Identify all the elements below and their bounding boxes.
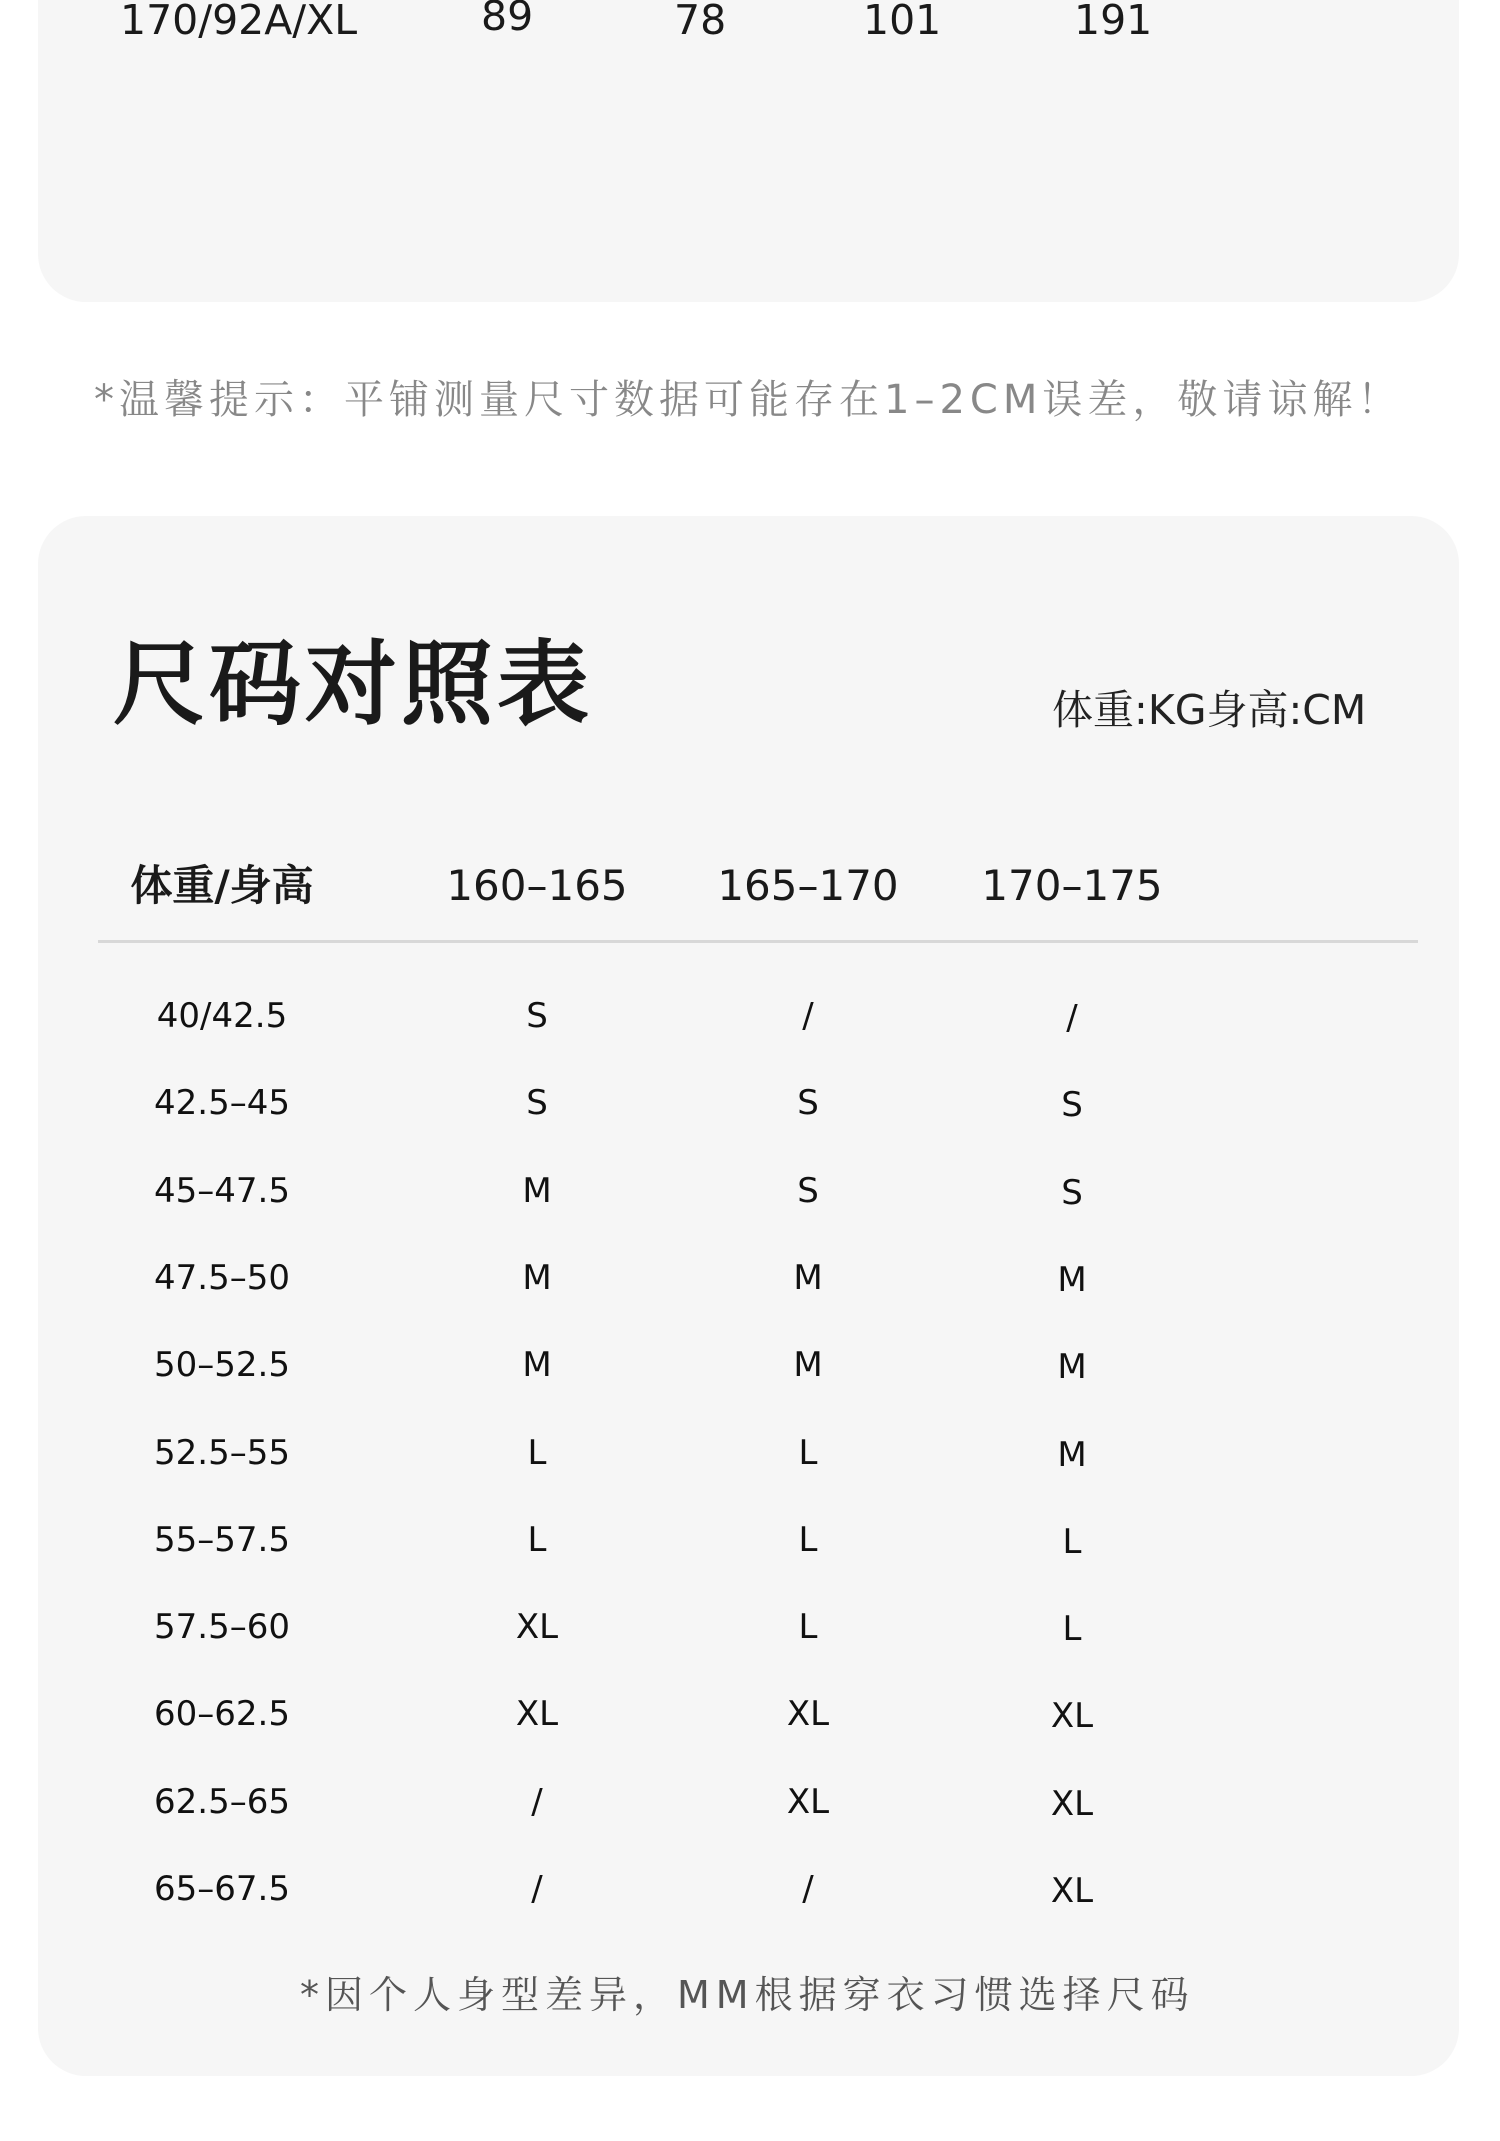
table-cell-size: / bbox=[802, 996, 814, 1036]
table-cell-size: / bbox=[802, 1869, 814, 1909]
table-cell-size: L bbox=[1062, 1609, 1082, 1649]
table-header-height-range: 160–165 bbox=[446, 861, 628, 910]
table-header-height-range: 170–175 bbox=[981, 861, 1163, 910]
table-cell-size: S bbox=[526, 1083, 548, 1123]
measurement-value: 89 bbox=[481, 0, 534, 40]
table-cell-size: / bbox=[531, 1782, 543, 1822]
table-cell-size: L bbox=[798, 1520, 818, 1560]
table-cell-size: XL bbox=[1050, 1871, 1094, 1911]
measurement-value: 191 bbox=[1074, 0, 1153, 44]
measurement-value: 101 bbox=[863, 0, 942, 44]
table-cell-size: M bbox=[1057, 1260, 1087, 1300]
unit-note: 体重:KG身高:CM bbox=[1052, 686, 1367, 734]
table-row-weight: 57.5–60 bbox=[154, 1607, 290, 1647]
table-cell-size: M bbox=[1057, 1435, 1087, 1475]
table-row-weight: 65–67.5 bbox=[154, 1869, 290, 1909]
table-row-weight: 40/42.5 bbox=[156, 996, 288, 1036]
table-cell-size: L bbox=[798, 1433, 818, 1473]
header-divider bbox=[98, 940, 1418, 943]
table-cell-size: S bbox=[1061, 1085, 1083, 1125]
table-cell-size: S bbox=[526, 996, 548, 1036]
table-cell-size: L bbox=[798, 1607, 818, 1647]
table-cell-size: S bbox=[797, 1083, 819, 1123]
table-row-weight: 62.5–65 bbox=[154, 1782, 290, 1822]
table-row-weight: 42.5–45 bbox=[154, 1083, 290, 1123]
size-chart-footnote: *因个人身型差异，MM根据穿衣习惯选择尺码 bbox=[300, 1973, 1195, 2017]
table-cell-size: XL bbox=[515, 1607, 559, 1647]
table-row-weight: 45–47.5 bbox=[154, 1171, 290, 1211]
table-cell-size: XL bbox=[786, 1782, 830, 1822]
table-cell-size: / bbox=[531, 1869, 543, 1909]
table-cell-size: M bbox=[522, 1258, 552, 1298]
table-cell-size: XL bbox=[1050, 1696, 1094, 1736]
table-cell-size: XL bbox=[786, 1694, 830, 1734]
measurement-tip: *温馨提示：平铺测量尺寸数据可能存在1–2CM误差，敬请谅解！ bbox=[94, 377, 1403, 423]
table-cell-size: XL bbox=[1050, 1784, 1094, 1824]
table-cell-size: S bbox=[1061, 1173, 1083, 1213]
measurement-size-label: 170/92A/XL bbox=[120, 0, 358, 44]
table-row-weight: 50–52.5 bbox=[154, 1345, 290, 1385]
table-cell-size: M bbox=[793, 1258, 823, 1298]
table-cell-size: L bbox=[1062, 1522, 1082, 1562]
size-chart-title: 尺码对照表 bbox=[113, 631, 594, 738]
measurement-card bbox=[38, 0, 1459, 302]
table-cell-size: / bbox=[1066, 998, 1078, 1038]
table-header-height-range: 165–170 bbox=[717, 861, 899, 910]
table-cell-size: S bbox=[797, 1171, 819, 1211]
table-cell-size: L bbox=[527, 1520, 547, 1560]
measurement-value: 78 bbox=[674, 0, 727, 44]
table-cell-size: M bbox=[522, 1345, 552, 1385]
table-row-weight: 60–62.5 bbox=[154, 1694, 290, 1734]
table-cell-size: M bbox=[793, 1345, 823, 1385]
table-cell-size: M bbox=[522, 1171, 552, 1211]
table-row-weight: 52.5–55 bbox=[154, 1433, 290, 1473]
table-cell-size: M bbox=[1057, 1347, 1087, 1387]
table-cell-size: L bbox=[527, 1433, 547, 1473]
table-row-weight: 55–57.5 bbox=[154, 1520, 290, 1560]
table-row-weight: 47.5–50 bbox=[154, 1258, 290, 1298]
table-cell-size: XL bbox=[515, 1694, 559, 1734]
table-header-weight-height: 体重/身高 bbox=[130, 861, 314, 910]
